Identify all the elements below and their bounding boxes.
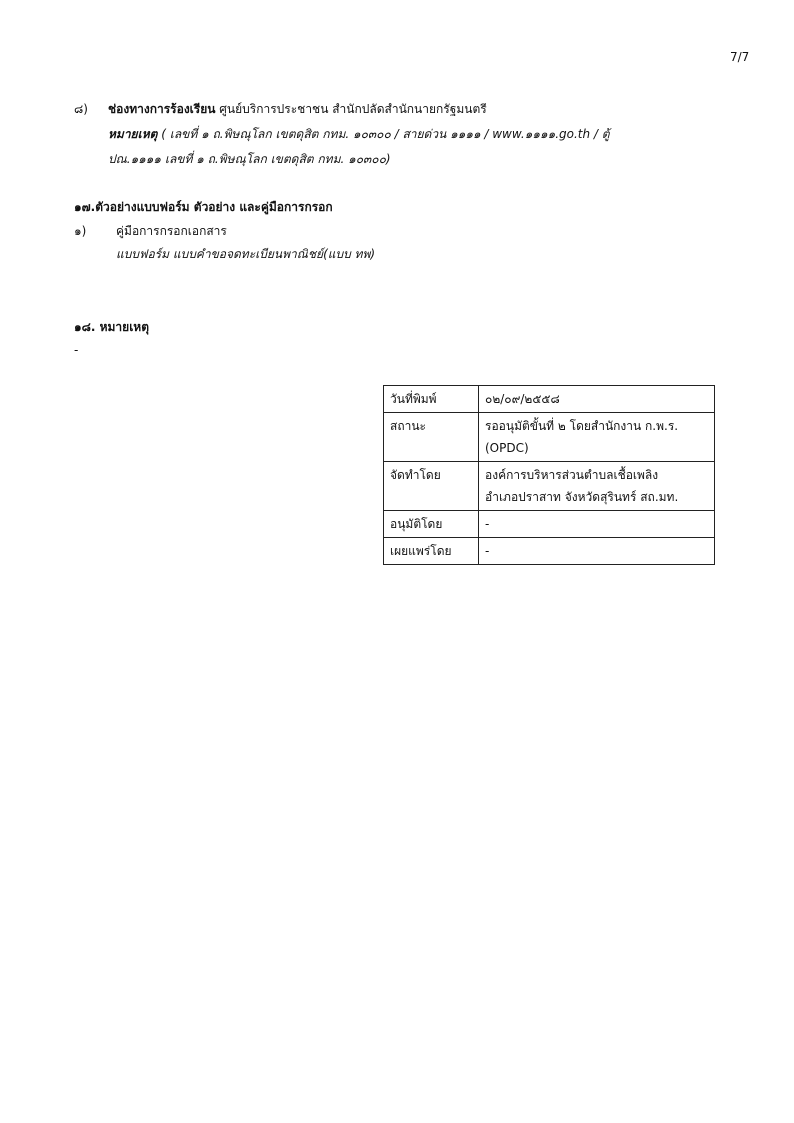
table-value: - <box>479 511 715 538</box>
table-row <box>384 386 715 413</box>
channel-number: ๘) <box>74 102 88 116</box>
channel-text: ศูนย์บริการประชาชน สำนักปลัดสำนักนายกรัฐมนตรี <box>219 102 487 116</box>
table-value-cell <box>479 413 715 462</box>
channel-note-text: ( เลขที่ ๑ ถ.พิษณุโลก เขตดุสิต กทม. ๑๐๓๐๐ / สายด่วน ๑๑๑๑ / www.๑๑๑๑.go.th / ตู้ <box>161 127 610 141</box>
section17-item-title: คู่มือการกรอกเอกสาร <box>116 224 227 238</box>
section17-heading: ๑๗.ตัวอย่างแบบฟอร์ม ตัวอย่าง และคู่มือการกรอก <box>74 200 333 214</box>
table-key: วันที่พิมพ์ <box>384 386 479 413</box>
table-value: องค์การบริหารส่วนตำบลเชื้อเพลิง <box>485 468 659 482</box>
table-row <box>384 462 715 511</box>
table-value: (OPDC) <box>485 441 529 455</box>
table-value-cell <box>479 462 715 511</box>
page-number: 7/7 <box>730 50 750 64</box>
table-row <box>384 413 715 462</box>
table-key: จัดทำโดย <box>384 462 479 511</box>
section17-item-desc: แบบฟอร์ม แบบคำขอจดทะเบียนพาณิชย์(แบบ ทพ) <box>116 247 376 261</box>
channel-note-line2: ปณ.๑๑๑๑ เลขที่ ๑ ถ.พิษณุโลก เขตดุสิต กทม. ๑๐๓๐๐) <box>108 152 391 166</box>
table-key: สถานะ <box>384 413 479 462</box>
table-value: รออนุมัติขั้นที่ ๒ โดยสำนักงาน ก.พ.ร. <box>485 419 679 433</box>
table-key: เผยแพร่โดย <box>384 538 479 565</box>
table-key: อนุมัติโดย <box>384 511 479 538</box>
metadata-table <box>383 385 715 565</box>
table-value: อำเภอปราสาท จังหวัดสุรินทร์ สถ.มท. <box>485 490 679 504</box>
channel-note-label: หมายเหตุ <box>108 127 158 141</box>
section18-text: - <box>74 343 79 357</box>
channel-note-line1 <box>108 125 610 144</box>
section18-heading: ๑๘. หมายเหตุ <box>74 320 150 334</box>
channel-label: ช่องทางการร้องเรียน <box>108 102 216 116</box>
channel-line <box>108 100 487 119</box>
table-row <box>384 511 715 538</box>
table-row <box>384 538 715 565</box>
section17-item-number: ๑) <box>74 224 87 238</box>
table-value: - <box>479 538 715 565</box>
table-value: ๐๒/๐๙/๒๕๕๘ <box>479 386 715 413</box>
